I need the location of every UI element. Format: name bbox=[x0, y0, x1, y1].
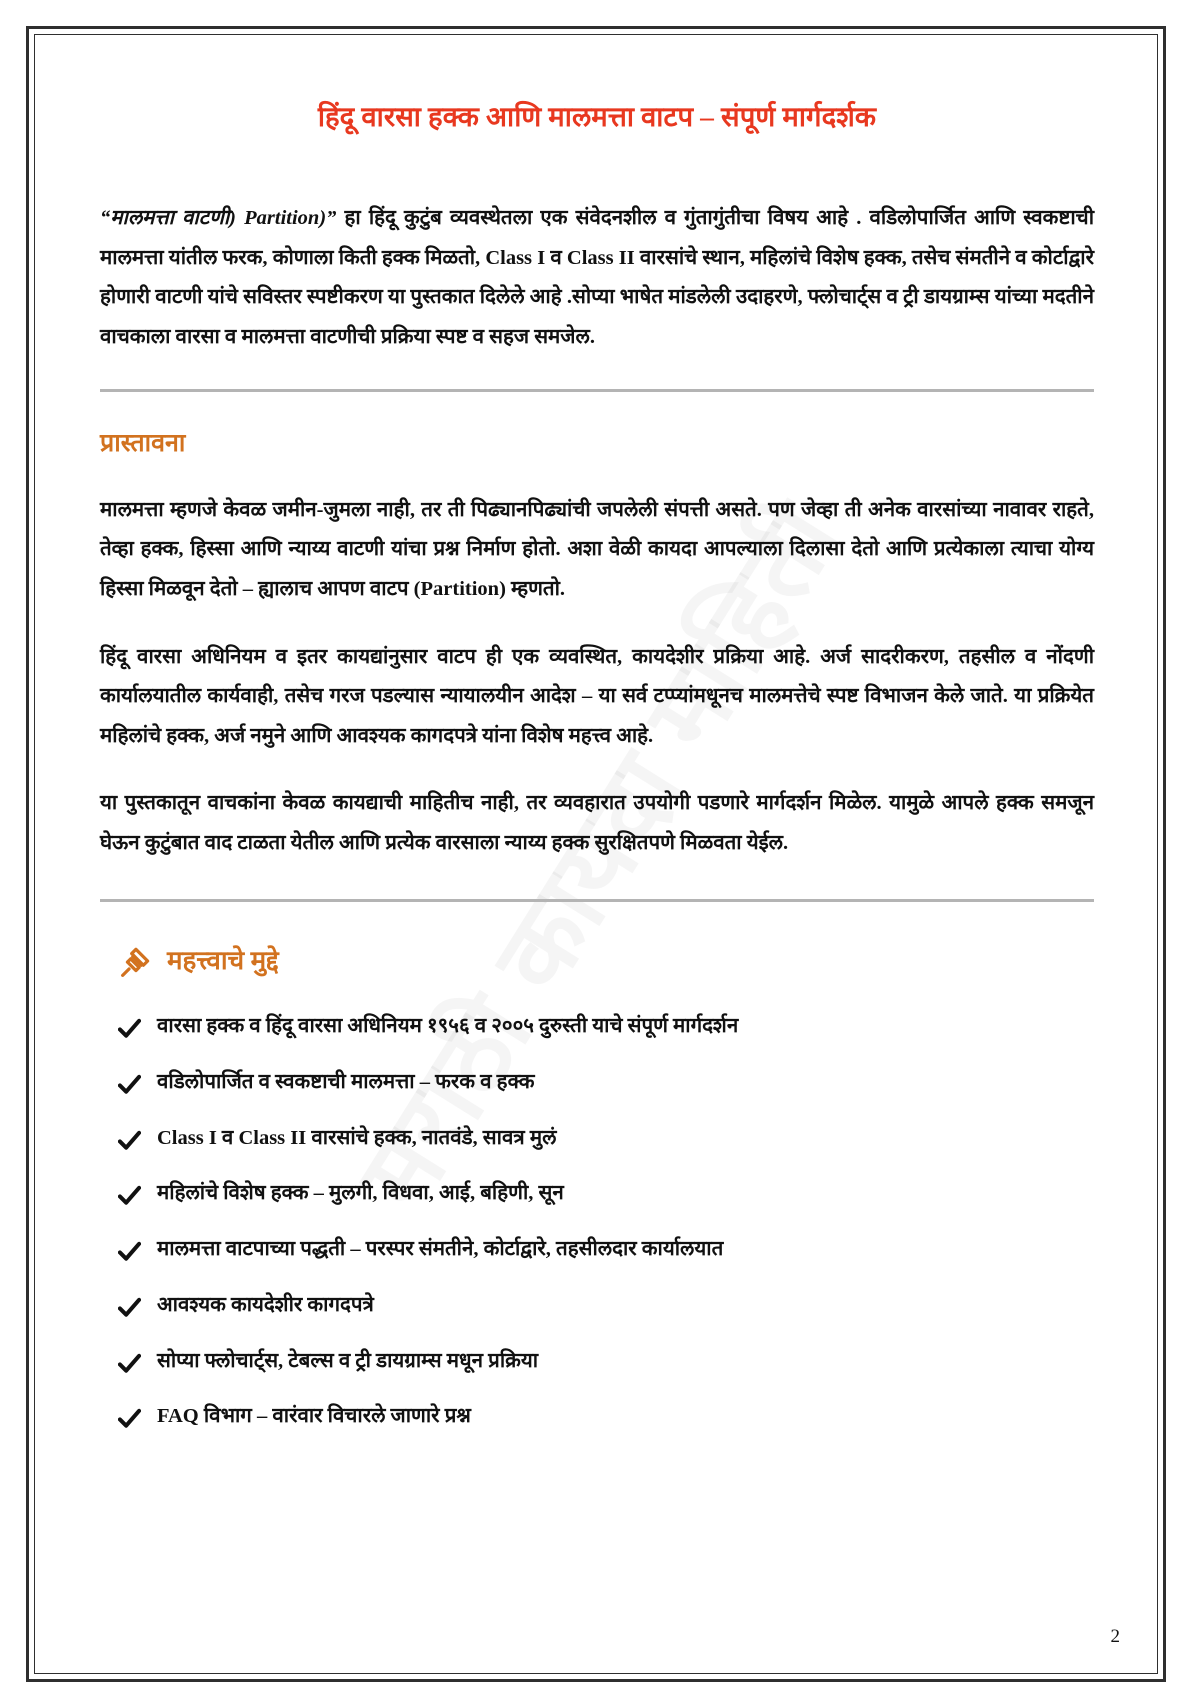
list-item-label: मालमत्ता वाटपाच्या पद्धती – परस्पर संमतीने, कोर्टाद्वारे, तहसीलदार कार्यालयात bbox=[157, 1238, 724, 1261]
key-points-heading bbox=[120, 944, 1094, 978]
prastavana-paragraph-1: मालमत्ता म्हणजे केवळ जमीन-जुमला नाही, तर ती पिढ्यानपिढ्यांची जपलेली संपत्ती असते. पण जेव्हा ती अनेक वारसांच्या नावावर राहते, तेव्हा हक्क, हिस्सा आणि न्याय्य वाटणी यांचा प्रश्न निर्माण होतो. अशा वेळी कायदा आपल्याला दिलासा देतो आणि प्रत्येकाला त्याचा योग्य हिस्सा मिळवून देतो – ह्यालाच आपण वाटप (Partition) म्हणतो. bbox=[100, 498, 1094, 600]
check-icon bbox=[118, 1352, 141, 1375]
list-item-label: आवश्यक कायदेशीर कागदपत्रे bbox=[157, 1293, 374, 1316]
list-item bbox=[118, 1402, 1094, 1431]
check-icon bbox=[118, 1129, 141, 1152]
intro-quoted-phrase: “मालमत्ता वाटणी) Partition)” bbox=[100, 207, 337, 230]
list-item bbox=[118, 1179, 1094, 1208]
pushpin-gavel-icon bbox=[120, 944, 154, 978]
list-item bbox=[118, 1347, 1094, 1376]
check-icon bbox=[118, 1407, 141, 1430]
list-item bbox=[118, 1124, 1094, 1153]
divider-top bbox=[100, 389, 1094, 392]
list-item-label: वडिलोपार्जित व स्वकष्टाची मालमत्ता – फरक व हक्क bbox=[157, 1071, 535, 1094]
check-icon bbox=[118, 1296, 141, 1319]
list-item-label: FAQ विभाग – वारंवार विचारले जाणारे प्रश्न bbox=[157, 1405, 471, 1428]
intro-paragraph bbox=[100, 199, 1094, 357]
page-number: 2 bbox=[1110, 1626, 1120, 1647]
list-item-label: महिलांचे विशेष हक्क – मुलगी, विधवा, आई, बहिणी, सून bbox=[157, 1182, 564, 1205]
check-icon bbox=[118, 1240, 141, 1263]
list-item bbox=[118, 1291, 1094, 1320]
prastavana-paragraph-3: या पुस्तकातून वाचकांना केवळ कायद्याची माहितीच नाही, तर व्यवहारात उपयोगी पडणारे मार्गदर्शन मिळेल. यामुळे आपले हक्क समजून घेऊन कुटुंबात वाद टाळता येतील आणि प्रत्येक वारसाला न्याय्य हक्क सुरक्षितपणे मिळवता येईल. bbox=[100, 792, 1094, 854]
list-item bbox=[118, 1235, 1094, 1264]
list-item bbox=[118, 1068, 1094, 1097]
check-icon bbox=[118, 1184, 141, 1207]
list-item-label: सोप्या फ्लोचार्ट्स, टेबल्स व ट्री डायग्राम्स मधून प्रक्रिया bbox=[157, 1349, 539, 1372]
list-item-label: Class I व Class II वारसांचे हक्क, नातवंडे, सावत्र मुलं bbox=[157, 1126, 557, 1149]
list-item-label: वारसा हक्क व हिंदू वारसा अधिनियम १९५६ व २००५ दुरुस्ती याचे संपूर्ण मार्गदर्शन bbox=[157, 1015, 739, 1038]
section-heading-prastavana: प्रास्तावना bbox=[100, 430, 186, 458]
prastavana-paragraph-2: हिंदू वारसा अधिनियम व इतर कायद्यांनुसार वाटप ही एक व्यवस्थित, कायदेशीर प्रक्रिया आहे. अर्ज सादरीकरण, तहसील व नोंदणी कार्यालयातील कार्यवाही, तसेच गरज पडल्यास न्यायालयीन आदेश – या सर्व टप्प्यांमधूनच मालमत्तेचे स्पष्ट विभाजन केले जाते. या प्रक्रियेत महिलांचे हक्क, अर्ज नमुने आणि आवश्यक कागदपत्रे यांना विशेष महत्त्व आहे. bbox=[100, 645, 1094, 747]
key-points-list bbox=[100, 1012, 1094, 1431]
intro-body-text: हा हिंदू कुटुंब व्यवस्थेतला एक संवेदनशील व गुंतागुंतीचा विषय आहे . वडिलोपार्जित आणि स्वकष्टाची मालमत्ता यांतील फरक, कोणाला किती हक्क मिळतो, Class I व Class II वारसांचे स्थान, महिलांचे विशेष हक्क, तसेच संमतीने व कोर्टाद्वारे होणारी वाटणी यांचे सविस्तर स्पष्टीकरण या पुस्तकात दिलेले आहे .सोप्या भाषेत मांडलेली उदाहरणे, फ्लोचार्ट्स व ट्री डायग्राम्स यांच्या मदतीने वाचकाला वारसा व मालमत्ता वाटणीची प्रक्रिया स्पष्ट व सहज समजेल. bbox=[100, 207, 1095, 348]
list-item bbox=[118, 1012, 1094, 1041]
check-icon bbox=[118, 1017, 141, 1040]
check-icon bbox=[118, 1073, 141, 1096]
key-points-heading-text: महत्त्वाचे मुद्दे bbox=[167, 946, 279, 976]
divider-bottom bbox=[100, 899, 1094, 902]
page-title: हिंदू वारसा हक्क आणि मालमत्ता वाटप – संपूर्ण मार्गदर्शक bbox=[317, 101, 877, 132]
